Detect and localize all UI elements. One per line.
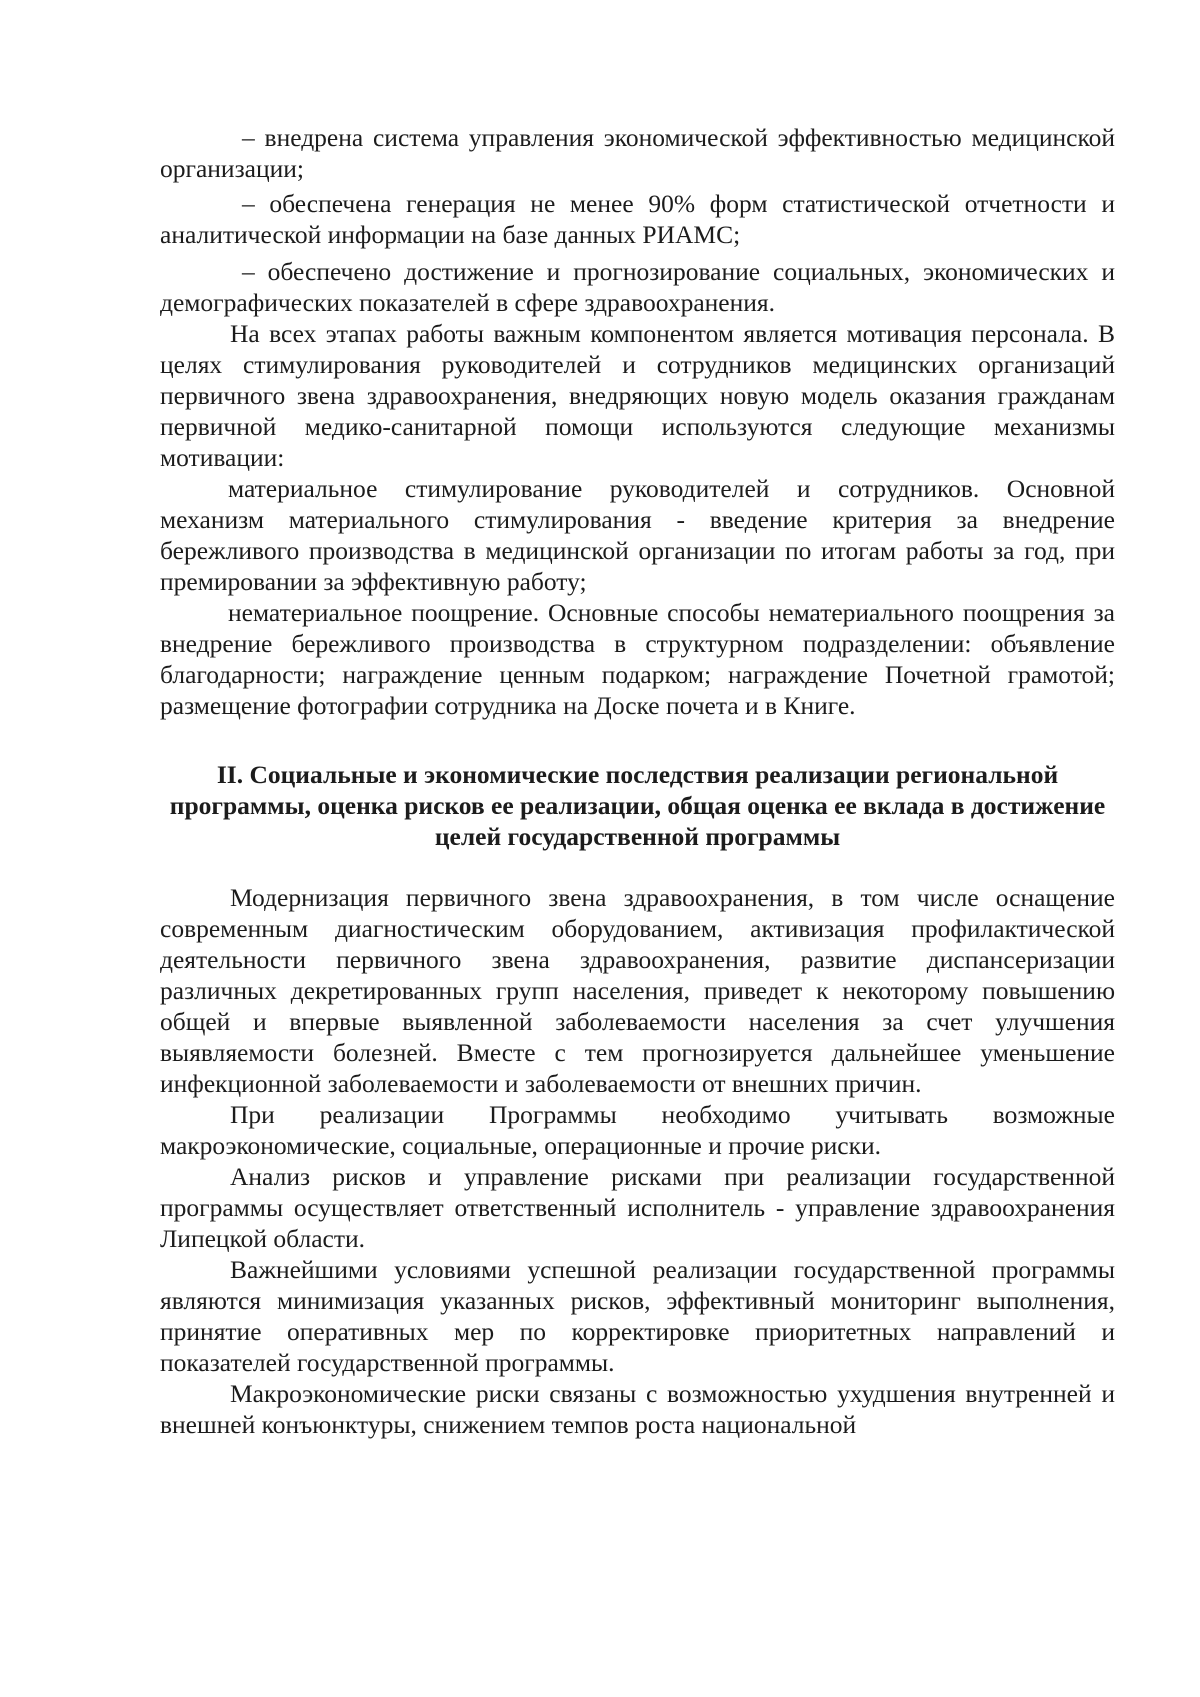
paragraph-bullet-3: – обеспечено достижение и прогнозирование социальных, экономических и демографических показателей в сфере здравоохранения. <box>160 257 1115 317</box>
paragraph-nonmaterial-incentive: нематериальное поощрение. Основные способы нематериального поощрения за внедрение бережливого производства в структурном подразделении: объявление благодарности; награждение ценным подарком; награждение Почетной грамотой; размещение фотографии сотрудника на Доске почета и в Книге. <box>160 598 1115 720</box>
paragraph-risk-analysis: Анализ рисков и управление рисками при реализации государственной программы осуществляет ответственный исполнитель - управление здравоохранения Липецкой области. <box>160 1162 1115 1253</box>
paragraph-macro-risks: Макроэкономические риски связаны с возможностью ухудшения внутренней и внешней конъюнктуры, снижением темпов роста национальной <box>160 1379 1115 1439</box>
paragraph-conditions: Важнейшими условиями успешной реализации государственной программы являются минимизация указанных рисков, эффективный мониторинг выполнения, принятие оперативных мер по корректировке приоритетных направлений и показателей государственной программы. <box>160 1255 1115 1377</box>
paragraph-bullet-1: – внедрена система управления экономической эффективностью медицинской организации; <box>160 123 1115 183</box>
paragraph-bullet-2: – обеспечена генерация не менее 90% форм статистической отчетности и аналитической информации на базе данных РИАМС; <box>160 189 1115 249</box>
paragraph-material-incentive: материальное стимулирование руководителей и сотрудников. Основной механизм материального стимулирования - введение критерия за внедрение бережливого производства в медицинской организации по итогам работы за год, при премировании за эффективную работу; <box>160 474 1115 596</box>
section-heading: II. Социальные и экономические последствия реализации региональной программы, оценка рисков ее реализации, общая оценка ее вклада в достижение целей государственной программы <box>169 760 1106 851</box>
paragraph-motivation: На всех этапах работы важным компонентом является мотивация персонала. В целях стимулирования руководителей и сотрудников медицинских организаций первичного звена здравоохранения, внедряющих новую модель оказания гражданам первичной медико-санитарной помощи используются следующие механизмы мотивации: <box>160 319 1115 472</box>
paragraph-modernization: Модернизация первичного звена здравоохранения, в том числе оснащение современным диагностическим оборудованием, активизация профилактической деятельности первичного звена здравоохранения, развитие диспансеризации различных декретированных групп населения, приведет к некоторому повышению общей и впервые выявленной заболеваемости населения за счет улучшения выявляемости болезней. Вместе с тем прогнозируется дальнейшее уменьшение инфекционной заболеваемости и заболеваемости от внешних причин. <box>160 883 1115 1098</box>
paragraph-risks-intro: При реализации Программы необходимо учитывать возможные макроэкономические, социальные, операционные и прочие риски. <box>160 1100 1115 1160</box>
document-body <box>160 122 1115 1440</box>
